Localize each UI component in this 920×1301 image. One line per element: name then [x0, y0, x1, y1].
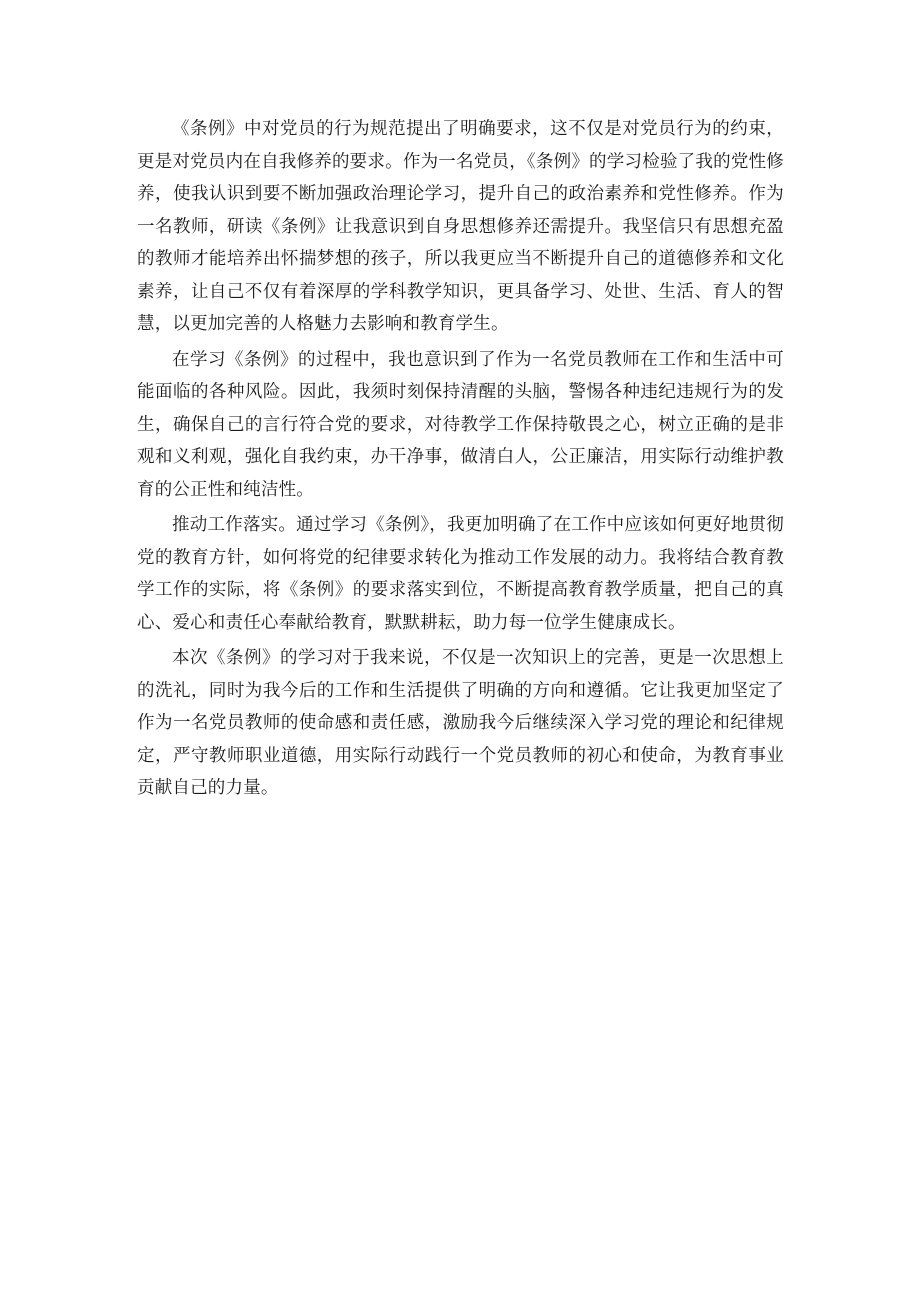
paragraph-1: 《条例》中对党员的行为规范提出了明确要求，这不仅是对党员行为的约束，更是对党员内在自我修养的要求。作为一名党员，《条例》的学习检验了我的党性修养，使我认识到要不断加强政治理论学习，提升自己的政治素养和党性修养。作为一名教师，研读《条例》让我意识到自身思想修养还需提升。我坚信只有思想充盈的教师才能培养出怀揣梦想的孩子，所以我更应当不断提升自己的道德修养和文化素养，让自己不仅有着深厚的学科教学知识，更具备学习、处世、生活、育人的智慧，以更加完善的人格魅力去影响和教育学生。	[137, 119, 784, 334]
paragraph-3: 推动工作落实。通过学习《条例》，我更加明确了在工作中应该如何更好地贯彻党的教育方针，如何将党的纪律要求转化为推动工作发展的动力。我将结合教育教学工作的实际，将《条例》的要求落实到位，不断提高教育教学质量，把自己的真心、爱心和责任心奉献给教育，默默耕耘，助力每一位学生健康成长。	[137, 515, 784, 633]
paragraph-4: 本次《条例》的学习对于我来说，不仅是一次知识上的完善，更是一次思想上的洗礼，同时为我今后的工作和生活提供了明确的方向和遵循。它让我更加坚定了作为一名党员教师的使命感和责任感，激励我今后继续深入学习党的理论和纪律规定，严守教师职业道德，用实际行动践行一个党员教师的初心和使命，为教育事业贡献自己的力量。	[137, 648, 784, 798]
document-body	[137, 113, 784, 808]
paragraph-2: 在学习《条例》的过程中，我也意识到了作为一名党员教师在工作和生活中可能面临的各种风险。因此，我须时刻保持清醒的头脑，警惕各种违纪违规行为的发生，确保自己的言行符合党的要求，对待教学工作保持敬畏之心，树立正确的是非观和义利观，强化自我约束，办干净事，做清白人，公正廉洁，用实际行动维护教育的公正性和纯洁性。	[137, 349, 784, 500]
